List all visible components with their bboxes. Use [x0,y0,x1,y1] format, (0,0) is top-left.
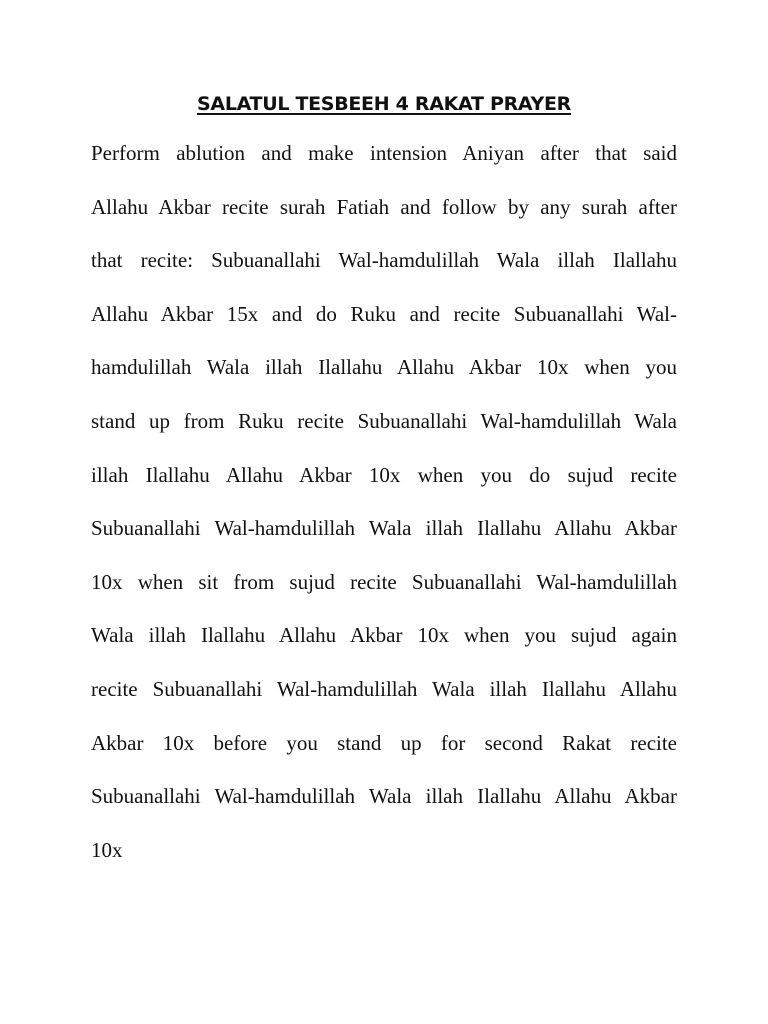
body-line: illah Ilallahu Allahu Akbar 10x when you do sujud recite [91,462,677,487]
document-body [91,136,677,886]
body-line: recite Subuanallahi Wal-hamdulillah Wala illah Ilallahu Allahu [91,676,677,701]
body-line: 10x when sit from sujud recite Subuanallahi Wal-hamdulillah [91,569,677,594]
body-line: Allahu Akbar recite surah Fatiah and follow by any surah after [91,194,677,219]
body-line: Allahu Akbar 15x and do Ruku and recite Subuanallahi Wal- [91,301,677,326]
body-line: stand up from Ruku recite Subuanallahi Wal-hamdulillah Wala [91,408,677,433]
body-line: Subuanallahi Wal-hamdulillah Wala illah Ilallahu Allahu Akbar [91,516,677,541]
body-line: Akbar 10x before you stand up for second Rakat recite [91,730,677,755]
body-line: 10x [91,837,123,862]
body-line: Subuanallahi Wal-hamdulillah Wala illah Ilallahu Allahu Akbar [91,784,677,809]
body-line: hamdulillah Wala illah Ilallahu Allahu Akbar 10x when you [91,355,677,380]
body-line: Perform ablution and make intension Aniyan after that said [91,141,677,165]
body-line: that recite: Subuanallahi Wal-hamdulillah Wala illah Ilallahu [91,248,677,273]
body-line: Wala illah Ilallahu Allahu Akbar 10x when you sujud again [91,623,677,648]
document-title: SALATUL TESBEEH 4 RAKAT PRAYER [197,93,571,115]
